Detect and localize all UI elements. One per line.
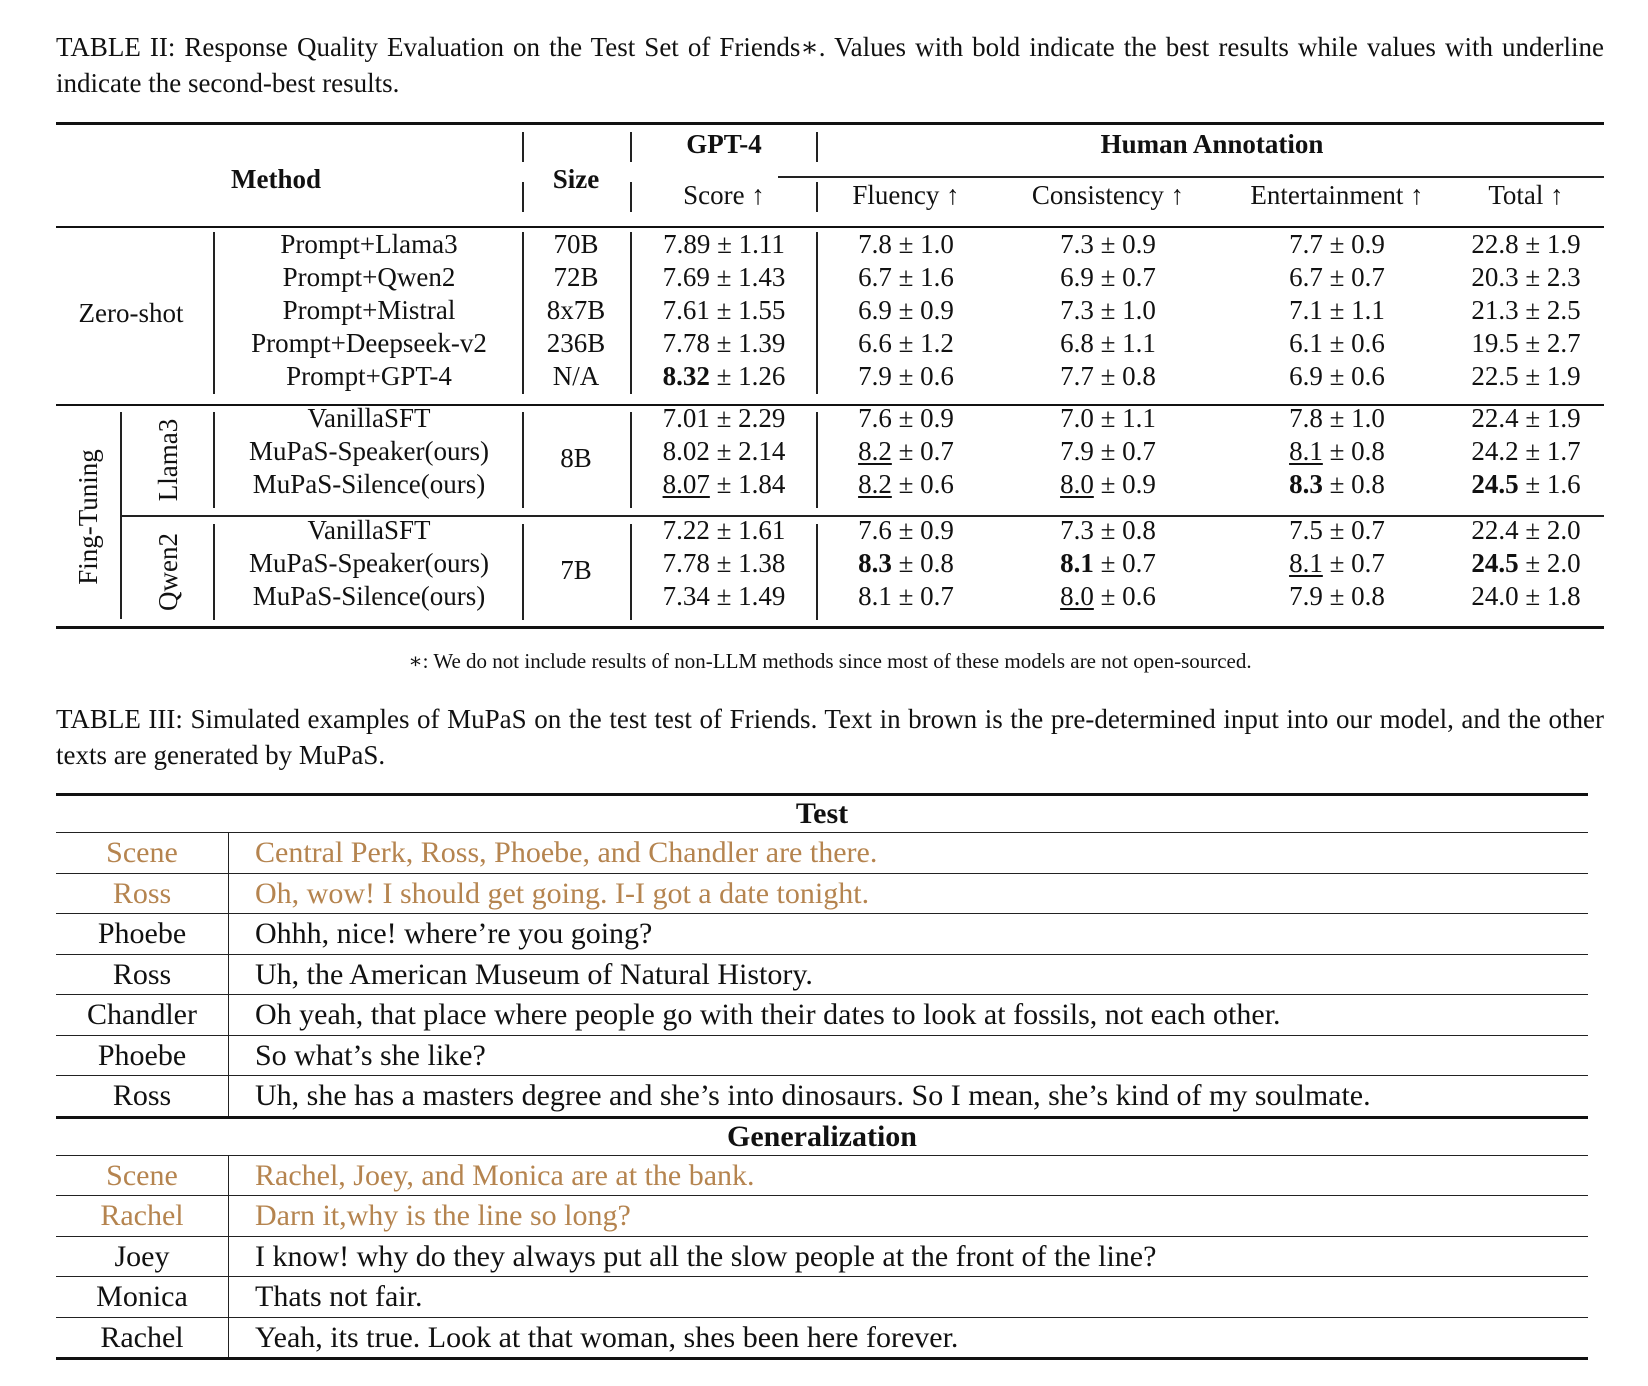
row-fluency: 6.9 ± 0.9 [858,295,954,325]
row-method: MuPaS-Silence(ours) [252,581,486,611]
row-consistency: 6.8 ± 1.1 [1060,328,1156,358]
row-consistency: 8.0 ± 0.6 [1060,581,1156,611]
utterance: Oh yeah, that place where people go with their dates to look at fossils, not each other. [255,998,1281,1031]
row-method: VanillaSFT [307,515,431,545]
dialogue-row [56,1236,1588,1277]
row-size: 8x7B [546,295,606,325]
utterance: I know! why do they always put all the slow people at the front of the line? [255,1239,1157,1273]
utterance: Central Perk, Ross, Phoebe, and Chandler are there. [255,836,878,869]
bottom-rule [56,1357,1588,1360]
row-score: 8.02 ± 2.14 [662,436,786,466]
dialogue-row [56,994,1588,1035]
row-method: Prompt+Deepseek-v2 [251,328,487,358]
table2-caption: TABLE II: Response Quality Evaluation on the Test Set of Friends∗. Values with bold indicate the best results while values with underline indicate the second-best results. [56,32,1604,98]
row-entertainment: 6.9 ± 0.6 [1289,361,1385,391]
group-qwen2: Qwen2 [153,533,183,611]
dialogue-row [56,913,1588,954]
header-size: Size [552,164,600,194]
utterance: Darn it,why is the line so long? [255,1199,631,1232]
header-total: Total ↑ [1488,180,1564,210]
row-method: MuPaS-Speaker(ours) [249,436,489,466]
group-llama3: Llama3 [153,418,183,502]
row-fluency: 8.2 ± 0.7 [858,436,954,466]
utterance: Oh, wow! I should get going. I-I got a date tonight. [255,876,870,910]
header-gpt4: GPT-4 [686,129,762,159]
row-method: MuPaS-Silence(ours) [252,469,486,499]
header-method: Method [231,164,321,194]
utterance: Ohhh, nice! where’re you going? [255,917,653,950]
row-fluency: 6.6 ± 1.2 [858,328,954,358]
row-method: Prompt+Llama3 [280,229,458,259]
utterance: Thats not fair. [255,1280,423,1313]
dialogue-row [56,1155,1588,1196]
row-score: 7.61 ± 1.55 [662,295,786,325]
row-fluency: 7.9 ± 0.6 [858,361,954,391]
row-consistency: 7.3 ± 1.0 [1060,295,1156,325]
row-entertainment: 7.7 ± 0.9 [1289,229,1385,259]
row-consistency: 7.9 ± 0.7 [1060,436,1156,466]
row-fluency: 7.8 ± 1.0 [858,229,954,259]
row-method: Prompt+Mistral [282,295,456,325]
speaker: Ross [56,874,229,914]
row-fluency: 8.2 ± 0.6 [858,469,954,499]
human-annotation-rule [778,176,1604,178]
row-score: 7.01 ± 2.29 [662,403,786,433]
row-method: VanillaSFT [307,403,431,433]
row-fluency: 8.3 ± 0.8 [858,548,954,578]
header-entertainment: Entertainment ↑ [1250,180,1424,210]
row-fluency: 7.6 ± 0.9 [858,403,954,433]
row-total: 22.5 ± 1.9 [1471,361,1581,391]
row-total: 22.4 ± 1.9 [1471,403,1581,433]
row-score: 8.07 ± 1.84 [662,469,786,499]
speaker: Ross [56,955,229,995]
row-total: 20.3 ± 2.3 [1471,262,1581,292]
utterance: Uh, she has a masters degree and she’s into dinosaurs. So I mean, she’s kind of my soulmate. [255,1079,1371,1112]
row-score: 7.78 ± 1.39 [662,328,786,358]
dialogue-row [56,1276,1588,1317]
row-score: 8.32 ± 1.26 [662,361,786,391]
row-method: Prompt+GPT-4 [286,361,452,391]
speaker: Phoebe [56,914,229,954]
row-entertainment: 6.1 ± 0.6 [1289,328,1385,358]
row-entertainment: 7.8 ± 1.0 [1289,403,1385,433]
row-entertainment: 8.3 ± 0.8 [1289,469,1385,499]
row-score: 7.89 ± 1.11 [663,229,785,259]
row-score: 7.22 ± 1.61 [662,515,786,545]
dialogue-row [56,873,1588,914]
row-size: 236B [546,328,606,358]
row-fluency: 7.6 ± 0.9 [858,515,954,545]
row-total: 24.5 ± 1.6 [1471,469,1581,499]
row-total: 22.4 ± 2.0 [1471,515,1581,545]
llama3-size: 8B [560,443,592,473]
row-size: 70B [553,229,599,259]
utterance: So what’s she like? [255,1038,486,1072]
row-consistency: 7.3 ± 0.8 [1060,515,1156,545]
row-size: N/A [552,361,600,391]
row-fluency: 8.1 ± 0.7 [858,581,954,611]
bottom-rule [56,626,1604,629]
row-method: MuPaS-Speaker(ours) [249,548,489,578]
speaker: Joey [56,1237,229,1277]
utterance: Rachel, Joey, and Monica are at the bank. [255,1158,755,1192]
table3 [56,793,1588,1360]
row-entertainment: 7.1 ± 1.1 [1289,295,1385,325]
row-total: 24.0 ± 1.8 [1471,581,1581,611]
section-title-test: Test [795,797,849,830]
table2-footnote: ∗: We do not include results of non-LLM methods since most of these models are not open-sourced. [408,649,1252,673]
row-entertainment: 8.1 ± 0.7 [1289,548,1385,578]
speaker: Chandler [56,995,229,1035]
speaker: Rachel [56,1318,229,1358]
speaker: Ross [56,1076,229,1116]
section-title-generalization: Generalization [727,1119,917,1153]
row-total: 24.2 ± 1.7 [1471,436,1581,466]
row-score: 7.78 ± 1.38 [662,548,786,578]
qwen2-size: 7B [560,555,592,585]
row-entertainment: 7.5 ± 0.7 [1289,515,1385,545]
row-consistency: 8.1 ± 0.7 [1060,548,1156,578]
row-entertainment: 8.1 ± 0.8 [1289,436,1385,466]
row-score: 7.69 ± 1.43 [662,262,786,292]
group-zero-shot: Zero-shot [78,298,184,328]
row-consistency: 7.0 ± 1.1 [1060,403,1156,433]
row-fluency: 6.7 ± 1.6 [858,262,954,292]
dialogue-row [56,832,1588,873]
row-total: 21.3 ± 2.5 [1471,295,1581,325]
speaker: Rachel [56,1196,229,1236]
row-total: 22.8 ± 1.9 [1471,229,1581,259]
row-total: 24.5 ± 2.0 [1471,548,1581,578]
dialogue-row [56,1195,1588,1236]
table2 [56,122,1604,682]
dialogue-row [56,1075,1588,1116]
utterance: Yeah, its true. Look at that woman, shes been here forever. [255,1320,959,1354]
row-method: Prompt+Qwen2 [282,262,456,292]
header-score: Score ↑ [683,180,765,210]
header-human-annotation: Human Annotation [1100,129,1324,159]
speaker: Scene [56,1156,229,1196]
table3-caption: TABLE III: Simulated examples of MuPaS on the test test of Friends. Text in brown is the pre-determined input into our model, and the other texts are generated by MuPaS. [56,704,1604,770]
row-score: 7.34 ± 1.49 [662,581,786,611]
top-rule [56,122,1604,125]
row-consistency: 7.7 ± 0.8 [1060,361,1156,391]
row-consistency: 8.0 ± 0.9 [1060,469,1156,499]
header-consistency: Consistency ↑ [1031,180,1185,210]
row-entertainment: 6.7 ± 0.7 [1289,262,1385,292]
dialogue-row [56,954,1588,995]
row-size: 72B [553,262,599,292]
row-consistency: 7.3 ± 0.9 [1060,229,1156,259]
header-fluency: Fluency ↑ [852,180,960,210]
dialogue-row [56,1317,1588,1358]
speaker: Scene [56,833,229,873]
dialogue-row [56,1035,1588,1076]
speaker: Phoebe [56,1036,229,1076]
row-total: 19.5 ± 2.7 [1471,328,1581,358]
group-fine-tuning: Fing-Tuning [73,449,103,585]
utterance: Uh, the American Museum of Natural History. [255,957,813,991]
row-entertainment: 7.9 ± 0.8 [1289,581,1385,611]
row-consistency: 6.9 ± 0.7 [1060,262,1156,292]
speaker: Monica [56,1277,229,1317]
